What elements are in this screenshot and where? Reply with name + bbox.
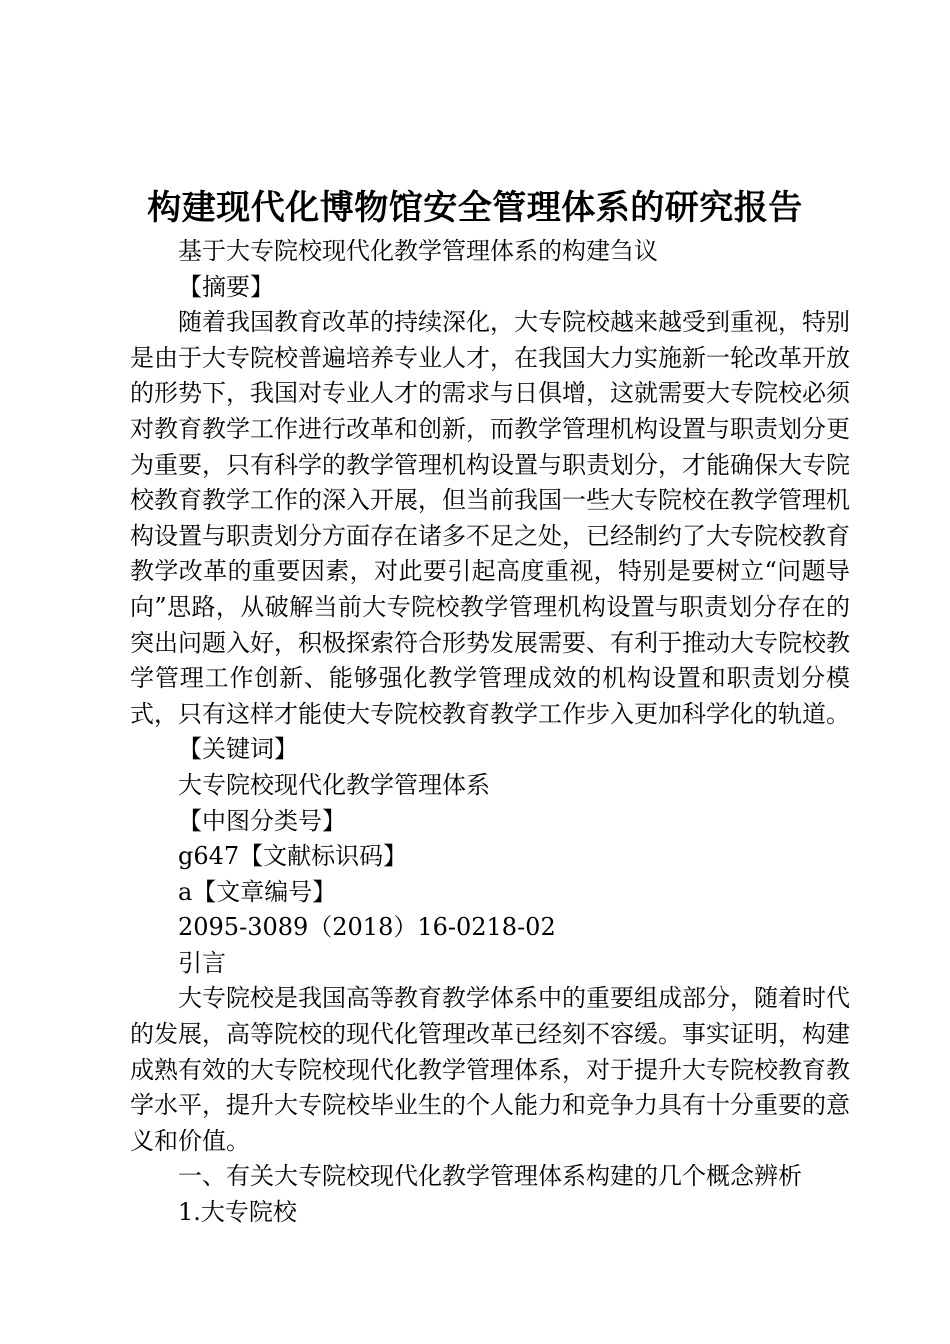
document-title: 构建现代化博物馆安全管理体系的研究报告 bbox=[147, 188, 803, 228]
abstract-text: 随着我国教育改革的持续深化，大专院校越来越受到重视，特别是由于大专院校普遍培养专业人才，在我国大力实施新一轮改革开放的形势下，我国对专业人才的需求与日俱增，这就需要大专院校必须对教育教学工作进行改革和创新，而教学管理机构设置与职责划分更为重要，只有科学的教学管理机构设置与职责划分，才能确保大专院校教育教学工作的深入开展，但当前我国一些大专院校在教学管理机构设置与职责划分方面存在诸多不足之处，已经制约了大专院校教育教学改革的重要因素，对此要引起高度重视，特别是要树立“问题导向”思路，从破解当前大专院校教学管理机构设置与职责划分存在的突出问题入好，积极探索符合形势发展需要、有利于推动大专院校教学管理工作创新、能够强化教学管理成效的机构设置和职责划分模式，只有这样才能使大专院校教育教学工作步入更加科学化的轨道。 bbox=[130, 308, 850, 728]
section-heading: 一、有关大专院校现代化教学管理体系构建的几个概念辨析 bbox=[178, 1162, 802, 1191]
classification-line: g647【文献标识码】 bbox=[178, 842, 408, 871]
abstract-heading: 【摘要】 bbox=[178, 272, 274, 301]
subsection-heading: 1.大专院校 bbox=[178, 1198, 297, 1227]
document-body bbox=[130, 234, 850, 1231]
paper-subtitle: 基于大专院校现代化教学管理体系的构建刍议 bbox=[178, 237, 658, 265]
introduction-heading: 引言 bbox=[178, 948, 226, 977]
article-number-value: 2095-3089（2018）16-0218-02 bbox=[178, 913, 556, 942]
classification-heading: 【中图分类号】 bbox=[178, 806, 346, 835]
keywords-heading: 【关键词】 bbox=[178, 735, 298, 764]
keywords-text: 大专院校现代化教学管理体系 bbox=[178, 770, 490, 799]
article-number-heading: a【文章编号】 bbox=[178, 877, 337, 906]
introduction-text: 大专院校是我国高等教育教学体系中的重要组成部分，随着时代的发展，高等院校的现代化管理改革已经刻不容缓。事实证明，构建成熟有效的大专院校现代化教学管理体系，对于提升大专院校教育教学水平，提升大专院校毕业生的个人能力和竞争力具有十分重要的意义和价值。 bbox=[130, 984, 850, 1155]
